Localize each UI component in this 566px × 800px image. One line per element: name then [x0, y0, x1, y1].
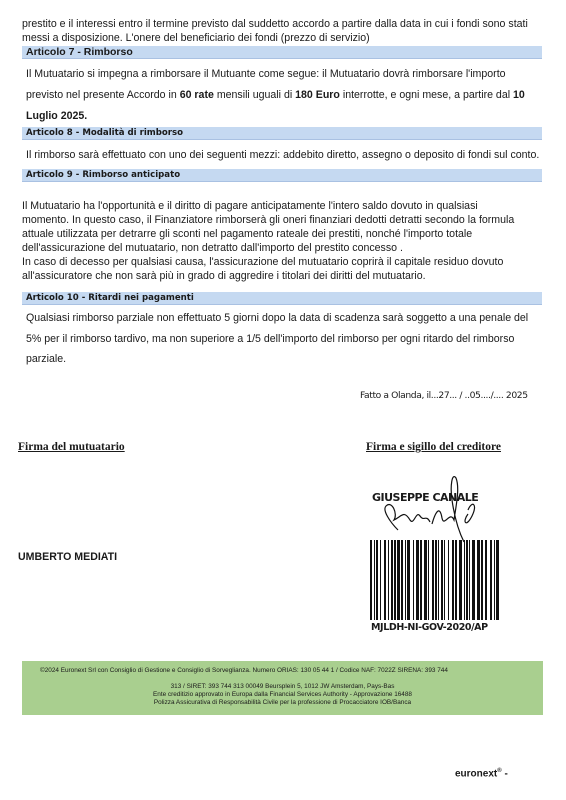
barcode-bar — [455, 540, 457, 620]
borrower-name: UMBERTO MEDIATI — [18, 551, 118, 563]
article-7-line-3: Luglio 2025. — [26, 110, 88, 122]
barcode-bar — [448, 540, 449, 620]
text-span: previsto nel presente Accordo in — [26, 89, 180, 101]
borrower-signature-label: Firma del mutuatario — [18, 441, 125, 453]
brand-dash: - — [504, 768, 508, 780]
creditor-name: GIUSEPPE CANALE — [372, 491, 479, 504]
article-9-line: Il Mutuatario ha l'opportunità e il diritto di pagare anticipatamente l'intero saldo dovuto in qualsiasi — [22, 200, 478, 212]
article-9-line: In caso di decesso per qualsiasi causa, l'assicurazione del mutuatario coprirà il capitale residuo dovuto — [22, 256, 504, 268]
barcode-bar — [494, 540, 495, 620]
barcode-bar — [376, 540, 378, 620]
barcode-bar — [466, 540, 468, 620]
barcode-bar — [444, 540, 445, 620]
barcode-bar — [397, 540, 400, 620]
barcode-bar — [394, 540, 396, 620]
barcode-bar — [481, 540, 483, 620]
barcode-bar — [405, 540, 406, 620]
barcode-bar — [438, 540, 439, 620]
article-9-line: attuale utilizzata per detrarre gli sconti nel pagamento rateale dei prestiti, nonché l'importo totale — [22, 228, 473, 240]
barcode-bar — [420, 540, 422, 620]
footer-line-2: 313 / SIRET: 393 744 313 00049 Beursplein 5, 1012 JW Amsterdam, Pays-Bas — [170, 683, 395, 690]
installments-count: 60 rate — [179, 89, 214, 101]
article-10-line-2: 5% per il rimborso tardivo, ma non superiore a 1/5 dell'importo del rimborso per ogni ritardo del rimborso — [26, 333, 515, 345]
footer-line-1: ©2024 Euronext Srl con Consiglio di Gestione e Consiglio di Sorveglianza. Numero ORIAS: 130 05 44 1 / Codice NAF: 7022Z SIRENA: 393 744 — [40, 667, 448, 674]
handwritten-signature-icon — [368, 470, 488, 545]
article-8-line-1: Il rimborso sarà effettuato con uno dei seguenti mezzi: addebito diretto, assegno o deposito di fondi sul conto. — [26, 149, 540, 161]
barcode-bar — [388, 540, 389, 620]
brand-logo — [455, 768, 508, 779]
barcode-bar — [496, 540, 499, 620]
barcode-bar — [452, 540, 454, 620]
barcode-bar — [407, 540, 410, 620]
footer-band — [22, 661, 543, 715]
barcode-bar — [477, 540, 480, 620]
article-8-heading: Articolo 8 - Modalità di rimborso — [22, 127, 542, 140]
article-9-line: all'assicuratore che non sarà più in grado di aggredire i titolari dei diritti del mutuatario. — [22, 270, 426, 282]
article-7-line-2 — [26, 88, 525, 102]
barcode-bar — [441, 540, 443, 620]
barcode-bar — [384, 540, 386, 620]
barcode-bar — [464, 540, 465, 620]
barcode-bar — [374, 540, 375, 620]
article-7-heading: Articolo 7 - Rimborso — [22, 46, 542, 59]
article-10-line-3: parziale. — [26, 353, 67, 365]
barcode-bar — [428, 540, 429, 620]
footer-line-3: Ente creditizio approvato in Europa dalla Financial Services Authority - Approvazione 16488 — [153, 691, 412, 698]
place-and-date: Fatto a Olanda, il...27... / ..05..../.... 2025 — [360, 390, 528, 401]
barcode-bar — [413, 540, 414, 620]
installment-amount: 180 Euro — [295, 89, 340, 101]
barcode-bar — [424, 540, 427, 620]
barcode-bar — [469, 540, 470, 620]
article-9-line: dell'assicurazione del mutuatario, non detratto dall'importo del prestito concesso . — [22, 242, 403, 254]
barcode-bar — [490, 540, 492, 620]
barcode-bar — [380, 540, 381, 620]
brand-mark: ® — [497, 768, 502, 774]
article-10-line-1: Qualsiasi rimborso parziale non effettuato 5 giorni dopo la data di scadenza sarà soggetto a una penale del — [26, 312, 529, 324]
brand-name: euronext — [455, 768, 498, 780]
start-day: 10 — [513, 89, 525, 101]
barcode-bar — [401, 540, 403, 620]
barcode-bar — [435, 540, 437, 620]
text-span: interrotte, e ogni mese, a partire dal — [339, 89, 514, 101]
article-10-heading: Articolo 10 - Ritardi nei pagamenti — [22, 292, 542, 305]
article-7-line-1: Il Mutuatario si impegna a rimborsare il Mutuante come segue: il Mutuatario dovrà rimborsare l'importo — [26, 68, 506, 80]
article-9-heading: Articolo 9 - Rimborso anticipato — [22, 169, 542, 182]
barcode-bar — [370, 540, 372, 620]
barcode-bar — [416, 540, 419, 620]
barcode-bar — [485, 540, 487, 620]
creditor-signature-label: Firma e sigillo del creditore — [366, 441, 501, 453]
barcode-code: MJLDH-NI-GOV-2020/AP — [371, 622, 488, 633]
intro-line-1: prestito e il interessi entro il termine previsto dal suddetto accordo a partire dalla data in cui i fondi sono stati — [22, 18, 528, 30]
barcode-bar — [472, 540, 475, 620]
barcode-bar — [391, 540, 393, 620]
text-span: mensili uguali di — [213, 89, 296, 101]
article-9-line: momento. In questo caso, il Finanziatore rimborserà gli oneri finanziari dedotti detratti secondo la formula — [22, 214, 515, 226]
barcode-bar — [459, 540, 462, 620]
barcode-icon — [368, 540, 502, 620]
intro-line-2: messi a disposizione. L'onere del beneficiario dei fondi (prezzo di servizio) — [22, 32, 370, 44]
footer-line-4: Polizza Assicurativa di Responsabilità Civile per la professione di Procacciatore IOB/Banca — [153, 699, 412, 706]
barcode-bar — [432, 540, 434, 620]
